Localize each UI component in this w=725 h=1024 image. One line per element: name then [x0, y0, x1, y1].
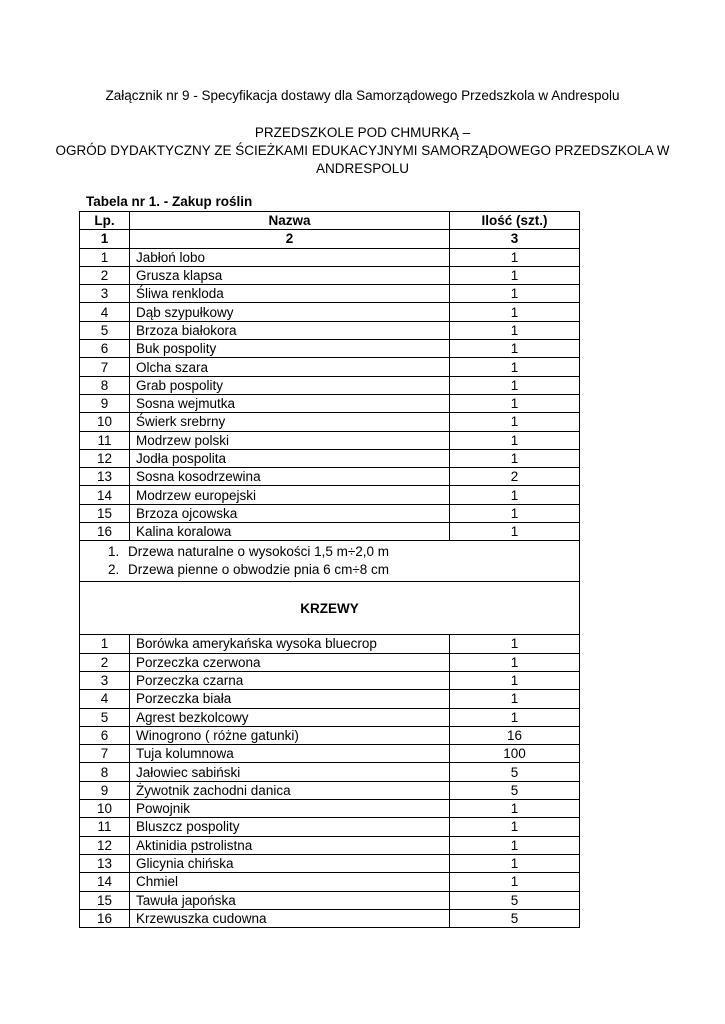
plant-name: Porzeczka czerwona: [130, 653, 450, 671]
plant-quantity: 1: [450, 431, 580, 449]
plant-name: Grusza klapsa: [130, 266, 450, 284]
table-row: [80, 635, 580, 653]
plants-table: [79, 211, 580, 928]
plant-quantity: 1: [450, 708, 580, 726]
plant-name: Agrest bezkolcowy: [130, 708, 450, 726]
table-row: [80, 745, 580, 763]
table-row: [80, 671, 580, 689]
plant-name: Świerk srebrny: [130, 413, 450, 431]
table-row: [80, 653, 580, 671]
table-caption: Tabela nr 1. - Zakup roślin: [86, 194, 253, 209]
row-number: 3: [80, 671, 130, 689]
table-row: [80, 854, 580, 872]
plant-quantity: 5: [450, 909, 580, 927]
plant-name: Borówka amerykańska wysoka bluecrop: [130, 635, 450, 653]
plant-name: Krzewuszka cudowna: [130, 909, 450, 927]
table-row: [80, 248, 580, 266]
column-number-1: 1: [80, 230, 130, 248]
school-heading-line-3: ANDRESPOLU: [315, 161, 410, 176]
plant-quantity: 1: [450, 818, 580, 836]
plant-quantity: 1: [450, 653, 580, 671]
table-row: [80, 486, 580, 504]
shrubs-heading-row: [80, 582, 580, 635]
plant-quantity: 1: [450, 836, 580, 854]
row-number: 2: [80, 653, 130, 671]
school-heading-line-1: PRZEDSZKOLE POD CHMURKĄ –: [254, 125, 471, 140]
row-number: 1: [80, 248, 130, 266]
table-row: [80, 504, 580, 522]
table-row: [80, 836, 580, 854]
plant-quantity: 2: [450, 468, 580, 486]
note-number: 2.: [108, 562, 120, 578]
plant-name: Tuja kolumnowa: [130, 745, 450, 763]
row-number: 13: [80, 468, 130, 486]
plant-quantity: 1: [450, 504, 580, 522]
table-row: [80, 523, 580, 541]
table-row: [80, 449, 580, 467]
table-row: [80, 891, 580, 909]
table-row: [80, 321, 580, 339]
row-number: 10: [80, 413, 130, 431]
row-number: 4: [80, 303, 130, 321]
plant-quantity: 5: [450, 763, 580, 781]
plant-name: Śliwa renkloda: [130, 285, 450, 303]
plant-quantity: 1: [450, 248, 580, 266]
table-row: [80, 413, 580, 431]
plant-name: Powojnik: [130, 800, 450, 818]
row-number: 8: [80, 376, 130, 394]
plant-name: Grab pospolity: [130, 376, 450, 394]
plant-name: Porzeczka biała: [130, 690, 450, 708]
note-text: Drzewa pienne o obwodzie pnia 6 cm÷8 cm: [128, 562, 390, 578]
plant-name: Jodła pospolita: [130, 449, 450, 467]
plant-quantity: 1: [450, 854, 580, 872]
row-number: 15: [80, 504, 130, 522]
table-row: [80, 690, 580, 708]
table-row: [80, 818, 580, 836]
trees-section: [80, 248, 580, 541]
table-header-row: [80, 212, 580, 230]
row-number: 7: [80, 745, 130, 763]
table-row: [80, 909, 580, 927]
table-row: [80, 285, 580, 303]
row-number: 9: [80, 394, 130, 412]
plant-quantity: 1: [450, 394, 580, 412]
row-number: 11: [80, 431, 130, 449]
plant-quantity: 1: [450, 523, 580, 541]
table-row: [80, 266, 580, 284]
plant-quantity: 1: [450, 376, 580, 394]
plant-name: Olcha szara: [130, 358, 450, 376]
row-number: 15: [80, 891, 130, 909]
plant-quantity: 1: [450, 321, 580, 339]
row-number: 12: [80, 836, 130, 854]
column-number-3: 3: [450, 230, 580, 248]
row-number: 16: [80, 909, 130, 927]
plant-name: Aktinidia pstrolistna: [130, 836, 450, 854]
plant-name: Brzoza ojcowska: [130, 504, 450, 522]
table-row: [80, 303, 580, 321]
plant-name: Glicynia chińska: [130, 854, 450, 872]
plant-name: Sosna kosodrzewina: [130, 468, 450, 486]
column-number-2: 2: [130, 230, 450, 248]
plant-name: Porzeczka czarna: [130, 671, 450, 689]
column-header-name: Nazwa: [130, 212, 450, 230]
plant-name: Tawuła japońska: [130, 891, 450, 909]
row-number: 8: [80, 763, 130, 781]
table-row: [80, 873, 580, 891]
notes-section: [80, 541, 580, 635]
row-number: 6: [80, 340, 130, 358]
column-header-lp: Lp.: [80, 212, 130, 230]
table-row: [80, 376, 580, 394]
plant-quantity: 1: [450, 449, 580, 467]
plant-quantity: 1: [450, 266, 580, 284]
table-row: [80, 468, 580, 486]
plant-name: Chmiel: [130, 873, 450, 891]
attachment-title: Załącznik nr 9 - Specyfikacja dostawy dla Samorządowego Przedszkola w Andrespolu: [105, 88, 620, 103]
plant-name: Jałowiec sabiński: [130, 763, 450, 781]
note-number: 1.: [108, 544, 120, 560]
note-item: [80, 561, 579, 579]
plant-quantity: 1: [450, 690, 580, 708]
plant-quantity: 1: [450, 486, 580, 504]
table-row: [80, 394, 580, 412]
row-number: 5: [80, 321, 130, 339]
row-number: 12: [80, 449, 130, 467]
plant-quantity: 1: [450, 873, 580, 891]
plant-name: Kalina koralowa: [130, 523, 450, 541]
plant-quantity: 1: [450, 671, 580, 689]
plant-quantity: 5: [450, 891, 580, 909]
notes-row: [80, 541, 580, 582]
row-number: 3: [80, 285, 130, 303]
row-number: 16: [80, 523, 130, 541]
table-row: [80, 726, 580, 744]
row-number: 10: [80, 800, 130, 818]
plant-quantity: 1: [450, 303, 580, 321]
plant-name: Sosna wejmutka: [130, 394, 450, 412]
row-number: 13: [80, 854, 130, 872]
plant-quantity: 1: [450, 635, 580, 653]
row-number: 11: [80, 818, 130, 836]
plant-quantity: 5: [450, 781, 580, 799]
row-number: 14: [80, 486, 130, 504]
plant-name: Modrzew europejski: [130, 486, 450, 504]
plant-name: Brzoza białokora: [130, 321, 450, 339]
row-number: 9: [80, 781, 130, 799]
table-row: [80, 781, 580, 799]
shrubs-heading: KRZEWY: [80, 582, 580, 635]
row-number: 2: [80, 266, 130, 284]
plant-quantity: 1: [450, 800, 580, 818]
notes-cell: [80, 541, 580, 582]
row-number: 14: [80, 873, 130, 891]
plant-name: Bluszcz pospolity: [130, 818, 450, 836]
table-row: [80, 763, 580, 781]
plant-quantity: 1: [450, 285, 580, 303]
column-number-row: [80, 230, 580, 248]
school-heading-line-2: OGRÓD DYDAKTYCZNY ZE ŚCIEŻKAMI EDUKACYJNYMI SAMORZĄDOWEGO PRZEDSZKOLA W: [55, 143, 670, 158]
plant-quantity: 1: [450, 340, 580, 358]
plant-name: Buk pospolity: [130, 340, 450, 358]
plant-quantity: 1: [450, 358, 580, 376]
plant-quantity: 1: [450, 413, 580, 431]
row-number: 6: [80, 726, 130, 744]
column-header-qty: Ilość (szt.): [450, 212, 580, 230]
plant-name: Winogrono ( różne gatunki): [130, 726, 450, 744]
plant-name: Jabłoń lobo: [130, 248, 450, 266]
table-row: [80, 708, 580, 726]
table-row: [80, 431, 580, 449]
row-number: 1: [80, 635, 130, 653]
row-number: 7: [80, 358, 130, 376]
note-text: Drzewa naturalne o wysokości 1,5 m÷2,0 m: [128, 544, 390, 560]
plant-name: Modrzew polski: [130, 431, 450, 449]
row-number: 5: [80, 708, 130, 726]
plant-quantity: 100: [450, 745, 580, 763]
table-row: [80, 358, 580, 376]
plant-name: Dąb szypułkowy: [130, 303, 450, 321]
plant-quantity: 16: [450, 726, 580, 744]
row-number: 4: [80, 690, 130, 708]
plant-name: Żywotnik zachodni danica: [130, 781, 450, 799]
shrubs-section: [80, 635, 580, 928]
table-row: [80, 800, 580, 818]
table-row: [80, 340, 580, 358]
note-item: [80, 543, 579, 561]
